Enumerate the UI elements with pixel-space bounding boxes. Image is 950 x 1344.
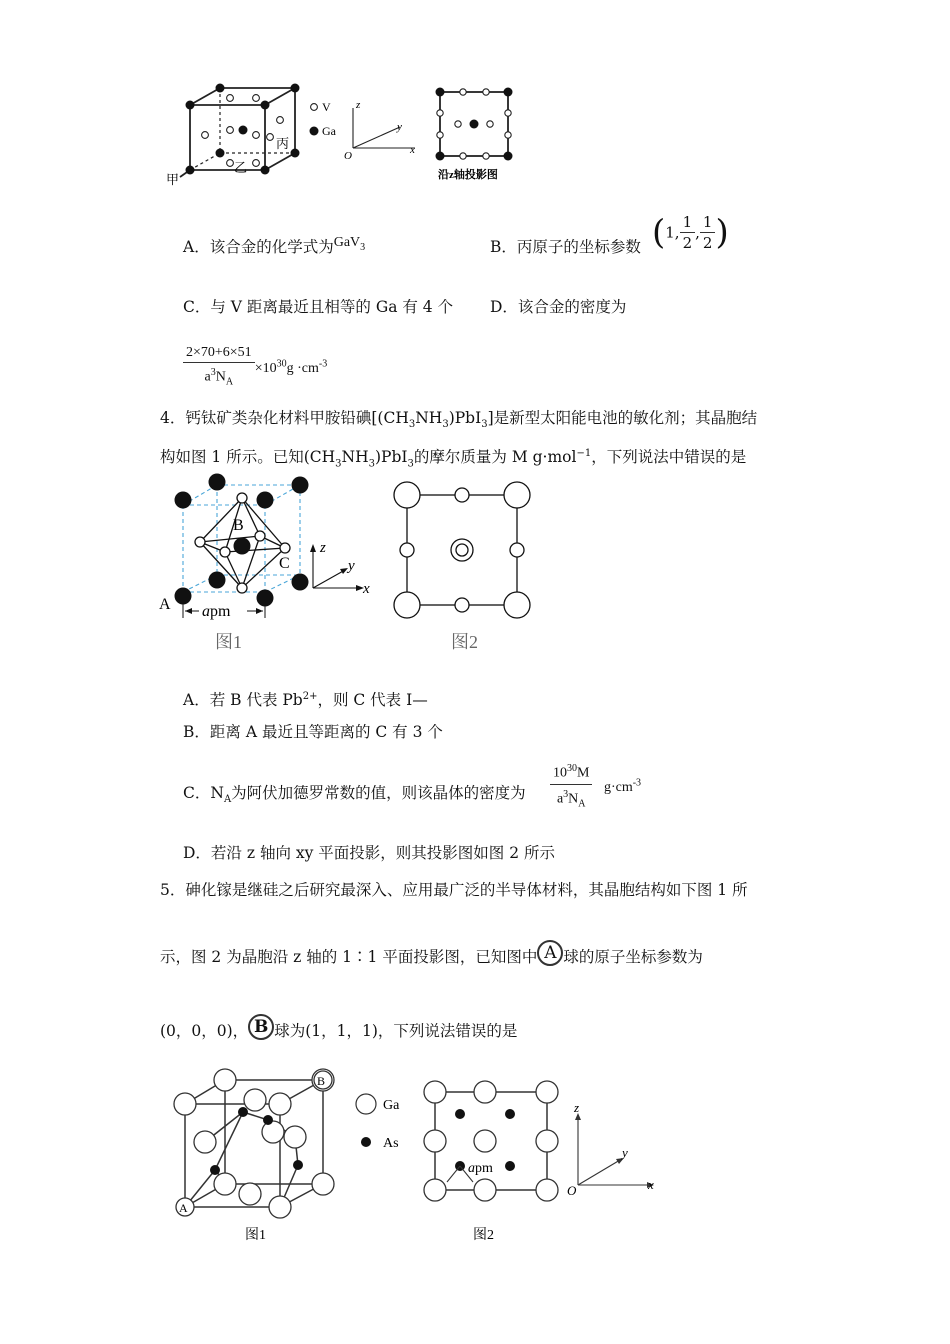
q4-option-a: A．若 B 代表 $Pb^{2+}$，则 C 代表 I— [183, 691, 428, 710]
svg-text:apm [202, 603, 231, 620]
q4-axis-y: y [348, 558, 355, 574]
q5-stem-line1: 5．砷化镓是继硅之后研究最深入、应用最广泛的半导体材料，其晶胞结构如下图 1 所 [160, 881, 748, 899]
q4-crystal-figure [155, 470, 545, 660]
q4-apm-pm: pm [210, 603, 231, 620]
q4-axis-x: x [363, 581, 370, 597]
q3-option-b: B．丙原子的坐标参数 [490, 238, 641, 256]
q5-legend-as: As [383, 1136, 399, 1151]
q4-option-c-formula: $\frac{10^{30}M}{a^3N_A}$ $g\cdot cm^{-3}$ [550, 759, 641, 814]
q5-circled-a-icon: A [537, 940, 563, 966]
q5-axis-o: O [567, 1183, 577, 1198]
q4-label-b: B [233, 517, 244, 534]
q5-label-a: A [179, 1201, 188, 1215]
q3-legend-v: V [322, 100, 331, 114]
q3-option-a: A．该合金的化学式为GaV$_3$ [183, 235, 366, 256]
q5-stem-line2: 示，图 2 为晶胞沿 z 轴的 1∶1 平面投影图，已知图中 A 球的原子坐标参数为 [160, 940, 703, 968]
q5-circled-b-icon: B [248, 1014, 274, 1040]
q3-option-c: C．与 V 距离最近且相等的 Ga 有 4 个 [183, 298, 454, 316]
q5-axis-y: y [622, 1145, 628, 1160]
q3-axis-o: O [344, 150, 352, 162]
q3-label-jia: 甲 [166, 172, 180, 187]
q4-option-b: B．距离 A 最近且等距离的 C 有 3 个 [183, 723, 443, 741]
q5-label-b: B [317, 1074, 326, 1088]
q5-fig1-caption: 图1 [245, 1228, 266, 1243]
q3-projection-caption: 沿z轴投影图 [438, 169, 498, 181]
q5-stem-line3: (0，0，0)， B 球为(1，1，1)，下列说法错误的是 [160, 1014, 517, 1042]
q4-option-d: D．若沿 z 轴向 xy 平面投影，则其投影图如图 2 所示 [183, 844, 556, 862]
q4-fig1-caption: 图1 [215, 632, 242, 652]
q4-fig2-caption: 图2 [451, 632, 478, 652]
q3-option-d-formula: $\frac{2\times 70+6\times 51}{a^3N_A}$ $\times 10^{30}g \cdot cm^{-3}$ [183, 343, 327, 391]
q3-option-b-coordinate: (1, $\frac{1}{2}$ , $\frac{1}{2}$ ) [652, 212, 729, 253]
q4-stem-line2: 构如图 1 所示。已知$(CH_3NH_3)PbI_3$的摩尔质量为 M g·mol$^{-1}$，下列说法中错误的是 [160, 448, 747, 470]
q3-label-bing: 丙 [276, 136, 290, 151]
q3-axis-y: y [397, 121, 402, 133]
q3-axis-x: x [410, 144, 415, 156]
q4-option-c: C．$N_A$为阿伏加德罗常数的值，则该晶体的密度为 [183, 784, 526, 806]
q4-label-c: C [279, 555, 290, 572]
q4-apm-a: a [202, 603, 210, 620]
q5-apm-a: a [468, 1161, 475, 1176]
q5-apm-pm: pm [475, 1161, 493, 1176]
svg-text:apm [468, 1161, 493, 1176]
q3-axis-z: z [356, 99, 361, 111]
q3-label-yi: 乙 [234, 160, 248, 175]
q3-legend-ga: Ga [322, 124, 336, 138]
q5-crystal-figure [165, 1062, 665, 1247]
q4-label-a: A [159, 596, 171, 613]
q5-fig2-caption: 图2 [473, 1228, 494, 1243]
q5-axis-z: z [574, 1100, 580, 1115]
q5-axis-x: x [648, 1177, 654, 1192]
q4-stem-line1: 4．钙钛矿类杂化材料甲胺铅碘$[(CH_3NH_3)PbI_3]$是新型太阳能电池的敏化剂；其晶胞结 [160, 409, 758, 431]
q4-axis-z: z [320, 540, 326, 556]
q3-option-d: D．该合金的密度为 [490, 298, 627, 316]
q3-crystal-figure [160, 80, 530, 195]
q5-legend-ga: Ga [383, 1098, 400, 1113]
